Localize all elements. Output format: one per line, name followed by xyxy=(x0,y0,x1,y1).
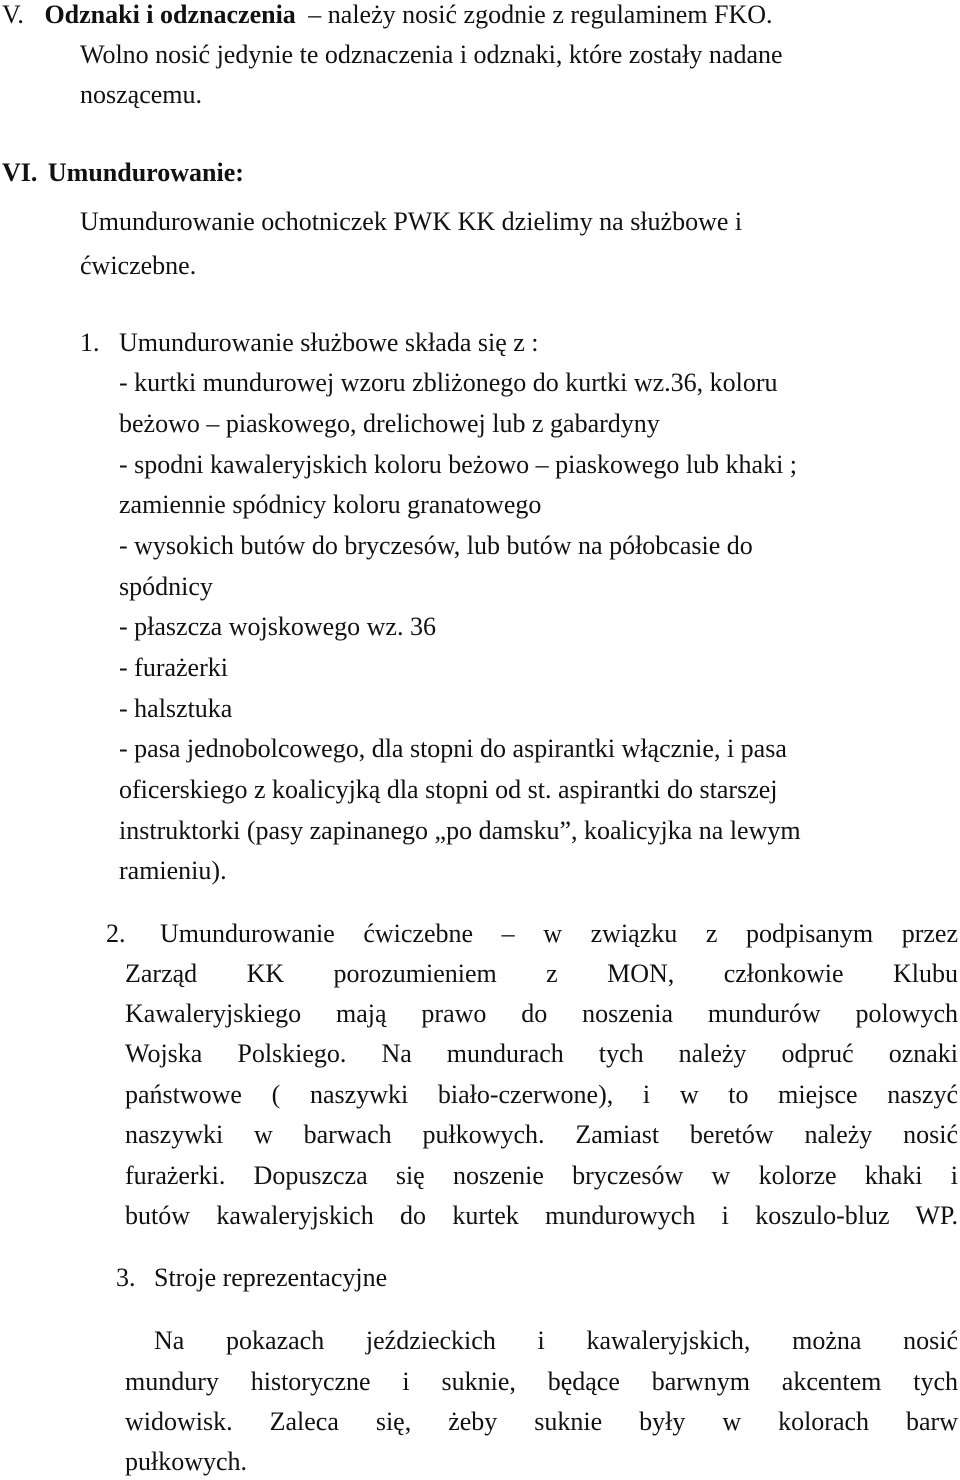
item-2-line: naszywki w barwach pułkowych. Zamiast beretów należy nosić xyxy=(125,1120,958,1149)
item-3-line: mundury historyczne i suknie, będące barwnym akcentem tych xyxy=(125,1367,958,1396)
item-1-line: - płaszcza wojskowego wz. 36 xyxy=(119,612,436,641)
item-3-line: pułkowych. xyxy=(125,1447,248,1476)
item-1-line: - pasa jednobolcowego, dla stopni do aspirantki włącznie, i pasa xyxy=(119,734,787,763)
item-2-line: Umundurowanie ćwiczebne – w związku z podpisanym przez xyxy=(160,919,958,948)
item-1-line: oficerskiego z koalicyjką dla stopni od st. aspirantki do starszej xyxy=(119,775,778,804)
item-2-line: Kawaleryjskiego mają prawo do noszenia mundurów polowych xyxy=(125,999,958,1028)
item-1-line: - kurtki mundurowej wzoru zbliżonego do kurtki wz.36, koloru xyxy=(119,368,778,397)
item-1-line: Umundurowanie służbowe składa się z : xyxy=(119,328,539,357)
item-1-number: 1. xyxy=(80,328,100,357)
item-1-line: beżowo – piaskowego, drelichowej lub z gabardyny xyxy=(119,409,660,438)
section-v-line-3: noszącemu. xyxy=(80,80,203,109)
item-2-line: butów kawaleryjskich do kurtek mundurowych i koszulo-bluz WP. xyxy=(125,1201,958,1230)
item-1-line: spódnicy xyxy=(119,572,213,601)
item-1-line: ramieniu). xyxy=(119,856,227,885)
item-2-line: furażerki. Dopuszcza się noszenie bryczesów w kolorze khaki i xyxy=(125,1161,958,1190)
item-1-line: - furażerki xyxy=(119,653,228,682)
item-1-line: instruktorki (pasy zapinanego „po damsku”, koalicyjka na lewym xyxy=(119,816,801,845)
section-v-line-2: Wolno nosić jedynie te odznaczenia i odznaki, które zostały nadane xyxy=(80,40,783,69)
item-2-number: 2. xyxy=(106,919,126,948)
item-3-title: Stroje reprezentacyjne xyxy=(154,1263,388,1292)
section-vi-title: Umundurowanie: xyxy=(47,158,244,187)
section-v-text: – należy nosić zgodnie z regulaminem FKO. xyxy=(308,0,773,29)
item-3-number: 3. xyxy=(116,1263,136,1292)
section-v-title: Odznaki i odznaczenia xyxy=(44,0,296,29)
item-3-line: Na pokazach jeździeckich i kawaleryjskich, można nosić xyxy=(154,1326,958,1355)
section-vi-intro-line-1: Umundurowanie ochotniczek PWK KK dzielimy na służbowe i xyxy=(80,207,743,236)
section-v-heading-line xyxy=(2,0,773,30)
item-1-line: - spodni kawaleryjskich koloru beżowo – piaskowego lub khaki ; xyxy=(119,450,798,479)
item-2-line: Zarząd KK porozumieniem z MON, członkowie Klubu xyxy=(125,959,958,988)
section-vi-intro-line-2: ćwiczebne. xyxy=(80,251,197,280)
item-1-line: - wysokich butów do bryczesów, lub butów na półobcasie do xyxy=(119,531,753,560)
section-vi-heading-line xyxy=(2,158,244,188)
section-v-numeral: V. xyxy=(2,0,24,29)
item-3-line: widowisk. Zaleca się, żeby suknie były w kolorach barw xyxy=(125,1407,958,1436)
item-2-line: Wojska Polskiego. Na mundurach tych należy odpruć oznaki xyxy=(125,1039,958,1068)
item-1-line: - halsztuka xyxy=(119,694,233,723)
item-2-line: państwowe ( naszywki biało-czerwone), i w to miejsce naszyć xyxy=(125,1080,958,1109)
section-vi-numeral: VI. xyxy=(2,158,38,187)
item-1-line: zamiennie spódnicy koloru granatowego xyxy=(119,490,542,519)
